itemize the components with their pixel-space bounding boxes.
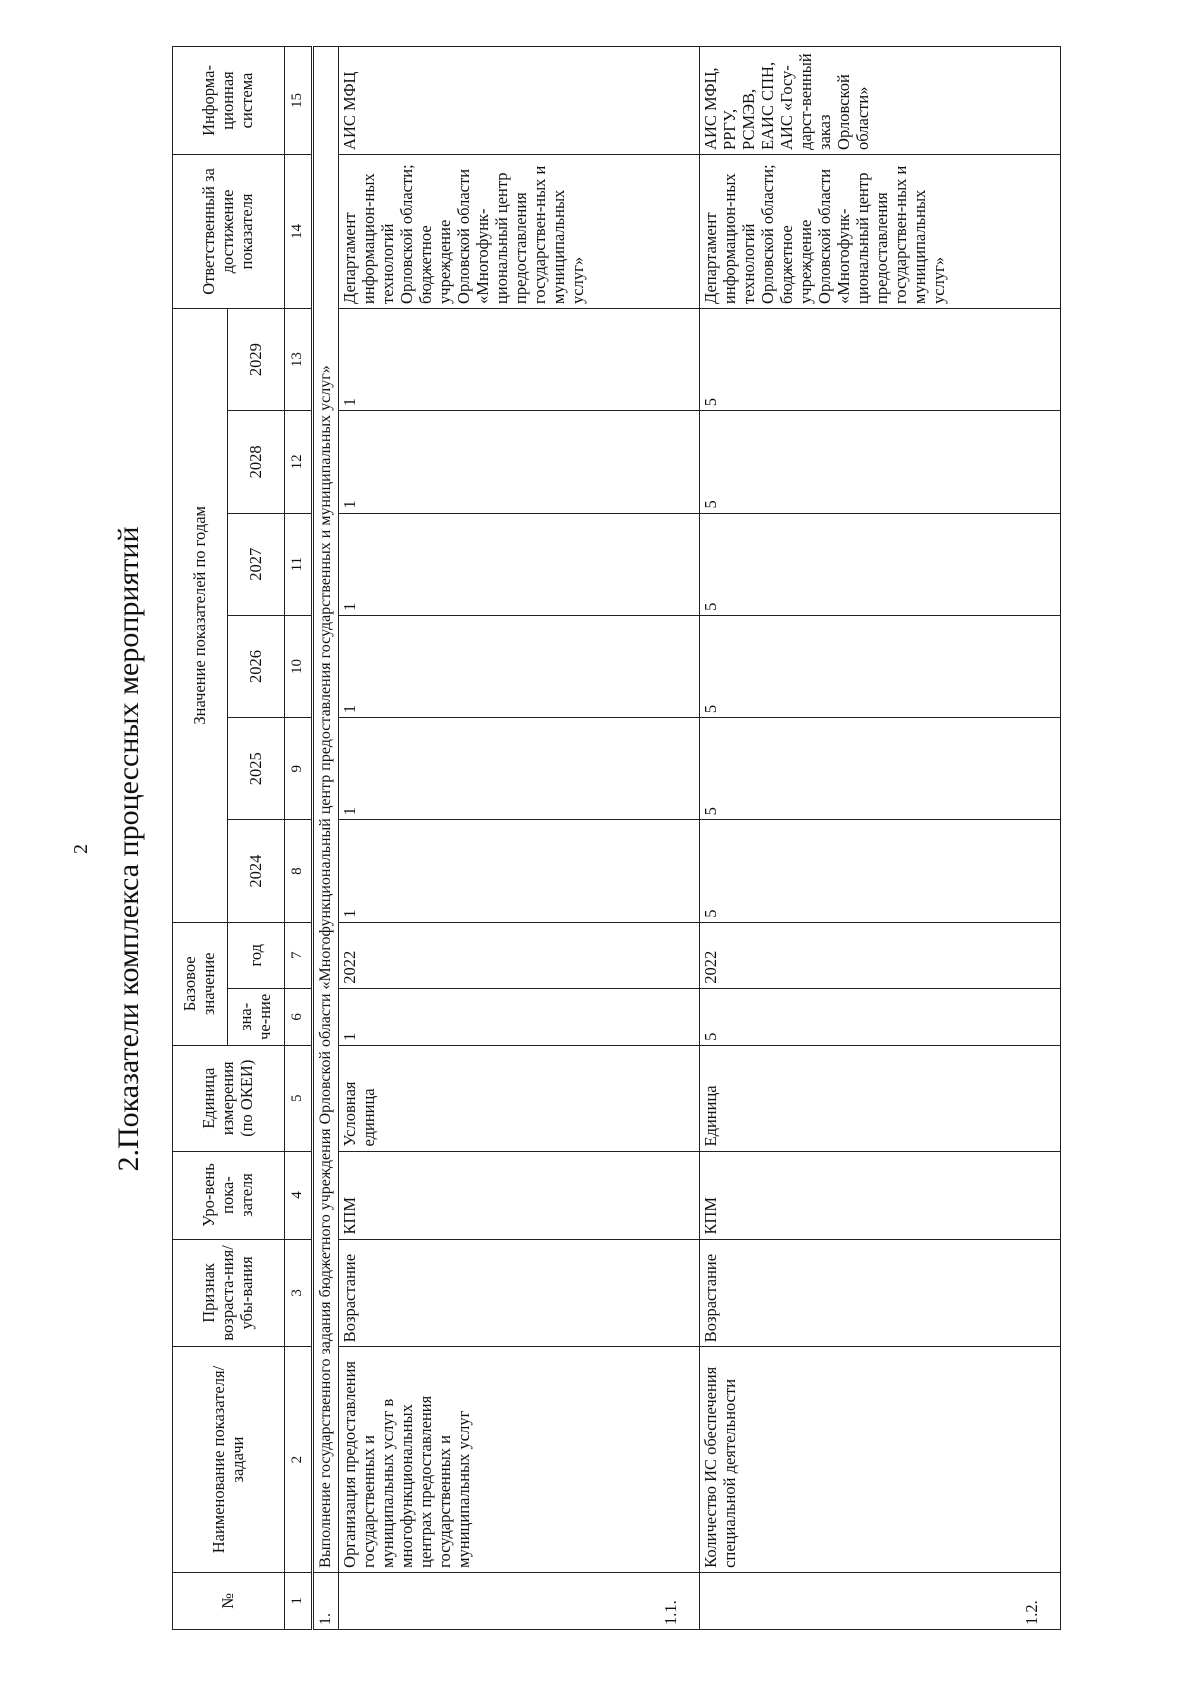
- responsible-party: Департамент информацион-ных технологий Орловской области; бюджетное учреждение Орловской области «Многофунк-циональный центр предоставления государствен-ных и муниципальных услуг»: [339, 154, 700, 308]
- base-value: 5: [700, 988, 1061, 1045]
- base-year: 2022: [339, 922, 700, 988]
- column-number: 8: [285, 820, 313, 922]
- header-base-value: зна-че-ние: [228, 988, 285, 1045]
- header-row-top: [173, 47, 228, 1630]
- indicator-sign: Возрастание: [700, 1239, 1061, 1347]
- year-value: 5: [700, 718, 1061, 820]
- indicator-level: КПМ: [339, 1151, 700, 1239]
- column-number: 11: [285, 513, 313, 615]
- header-name: Наименование показателя/задачи: [173, 1347, 285, 1573]
- column-number: 10: [285, 615, 313, 717]
- column-number: 4: [285, 1151, 313, 1239]
- column-number: 13: [285, 308, 313, 410]
- header-years-group: Значение показателей по годам: [173, 308, 228, 922]
- row-number: 1.1.: [339, 1572, 700, 1629]
- year-value: 5: [700, 615, 1061, 717]
- indicator-name: Организация предоставления государственных и муниципальных услуг в многофункциональных центрах предоставления государственных и муниципальных услуг: [339, 1347, 700, 1573]
- indicator-unit: Условная единица: [339, 1045, 700, 1151]
- header-year: 2026: [228, 615, 285, 717]
- header-unit: Единица измерения (по ОКЕИ): [173, 1045, 285, 1151]
- year-value: 5: [700, 820, 1061, 922]
- section-title: Выполнение государственного задания бюджетного учреждения Орловской области «Многофункциональный центр предоставления государственных и муниципальных услуг»: [313, 47, 339, 1573]
- header-year: 2025: [228, 718, 285, 820]
- column-number: 14: [285, 154, 313, 308]
- information-system: АИС МФЦ, РРГУ, РСМЭВ, ЕАИС СПН, АИС «Госу-дарст-венный заказ Орловской области»: [700, 47, 1061, 155]
- page-number: 2: [70, 844, 92, 854]
- header-responsible: Ответственный за достижение показателя: [173, 154, 285, 308]
- year-value: 1: [339, 513, 700, 615]
- document-title: 2.Показатели комплекса процессных мероприятий: [112, 526, 145, 1172]
- information-system: АИС МФЦ: [339, 47, 700, 155]
- base-year: 2022: [700, 922, 1061, 988]
- column-number: 6: [285, 988, 313, 1045]
- responsible-party: Департамент информацион-ных технологий Орловской области; бюджетное учреждение Орловской области «Многофунк-циональный центр предоставления государствен-ных и муниципальных услуг»: [700, 154, 1061, 308]
- column-number: 12: [285, 411, 313, 513]
- section-row: [313, 47, 339, 1630]
- base-value: 1: [339, 988, 700, 1045]
- header-sign: Признак возраста-ния/убы-вания: [173, 1239, 285, 1347]
- indicator-name: Количество ИС обеспечения специальной деятельности: [700, 1347, 1061, 1573]
- column-number: 2: [285, 1347, 313, 1573]
- indicators-table: [172, 46, 1061, 1630]
- year-value: 1: [339, 308, 700, 410]
- table-row: [700, 47, 1061, 1630]
- row-number: 1.2.: [700, 1572, 1061, 1629]
- header-no: №: [173, 1572, 285, 1629]
- column-number: 3: [285, 1239, 313, 1347]
- year-value: 5: [700, 411, 1061, 513]
- year-value: 5: [700, 308, 1061, 410]
- year-value: 1: [339, 411, 700, 513]
- year-value: 1: [339, 820, 700, 922]
- column-number: 7: [285, 922, 313, 988]
- year-value: 1: [339, 615, 700, 717]
- column-number: 5: [285, 1045, 313, 1151]
- header-system: Информа-ционная система: [173, 47, 285, 155]
- year-value: 5: [700, 513, 1061, 615]
- header-year: 2029: [228, 308, 285, 410]
- header-base: Базовое значение: [173, 922, 228, 1045]
- column-number: 1: [285, 1572, 313, 1629]
- section-number: 1.: [313, 1572, 339, 1629]
- column-number: 15: [285, 47, 313, 155]
- column-number-row: [285, 47, 313, 1630]
- year-value: 1: [339, 718, 700, 820]
- table-row: [339, 47, 700, 1630]
- indicator-level: КПМ: [700, 1151, 1061, 1239]
- indicator-unit: Единица: [700, 1045, 1061, 1151]
- header-level: Уро-вень пока-зателя: [173, 1151, 285, 1239]
- header-base-year: год: [228, 922, 285, 988]
- header-year: 2027: [228, 513, 285, 615]
- column-number: 9: [285, 718, 313, 820]
- header-year: 2024: [228, 820, 285, 922]
- indicator-sign: Возрастание: [339, 1239, 700, 1347]
- header-year: 2028: [228, 411, 285, 513]
